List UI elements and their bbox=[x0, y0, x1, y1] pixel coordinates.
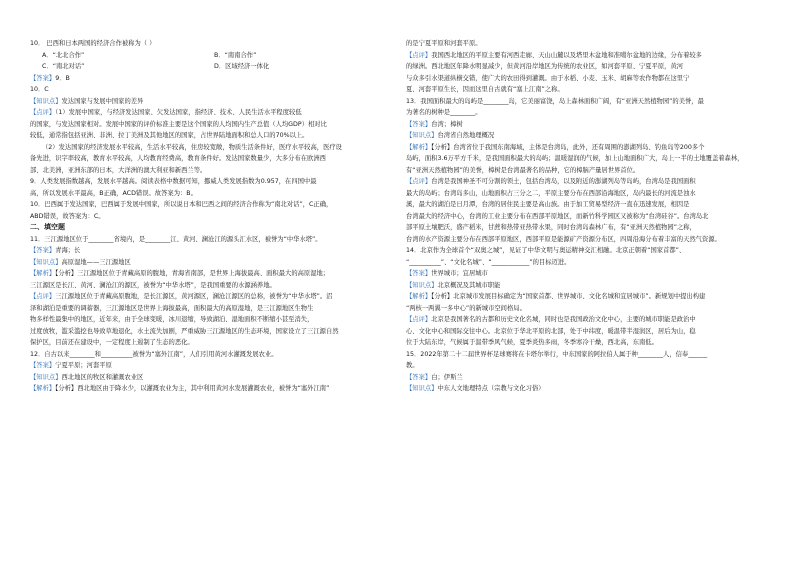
section-tag: 【答案】 bbox=[30, 74, 56, 82]
annotated-line bbox=[30, 96, 385, 108]
annotated-line bbox=[30, 268, 385, 280]
annotated-line bbox=[406, 130, 761, 142]
question-line: 10．巴西属于发达国家，巴西属于发展中国家，所以说日本和巴西之间的经济合作称为“南北对话”，C正确， bbox=[30, 201, 333, 208]
annotated-line bbox=[30, 107, 385, 119]
right-column bbox=[406, 38, 761, 395]
section-tag: 【解析】 bbox=[30, 270, 56, 277]
text-line: 夏、河套平原生长，因而这里自古就有“塞上江南”之称。 bbox=[406, 86, 564, 93]
text-line: 的是宁夏平原和河套平原。 bbox=[406, 40, 482, 47]
text-line: 最大的岛屿；台湾岛多山，山地面积占三分之二，平原主要分布在西部沿海地区，岛内最长的河流是浊水 bbox=[406, 189, 696, 197]
line-text: 台湾省自然地理概况 bbox=[437, 132, 495, 139]
section-tag: 【点评】 bbox=[406, 178, 432, 185]
text-line: 保护区，目前还在建设中，一定程度上遏制了生态的恶化。 bbox=[30, 339, 194, 346]
section-tag: 【答案】 bbox=[406, 373, 432, 381]
text-line: 过度放牧，滥采滥挖也导致草地退化，水土流失加剧，严重威胁三江源地区的生态环境，国家设立了三江源自然 bbox=[30, 327, 339, 335]
annotated-line bbox=[30, 383, 385, 395]
section-tag: 【点评】 bbox=[30, 109, 56, 116]
annotated-line bbox=[406, 383, 761, 395]
section-tag: 【解析】 bbox=[406, 293, 432, 300]
text-line: （2）发达国家的经济发展水平较高，生活水平较高，住房较宽敞，物质生活条件好，医疗水平较高，医疗设 bbox=[42, 143, 342, 151]
section-tag: 【答案】 bbox=[406, 120, 432, 128]
answer-options bbox=[30, 50, 385, 62]
text-line: 台湾最大的经济中心，台湾的工业主要分布在西部平原地区，而新竹科学园区又被称为“台湾硅谷”。台湾岛北 bbox=[406, 212, 709, 220]
annotated-line bbox=[30, 372, 385, 384]
question-line: 10． 巴西和日本两国的经济合作被称为（ ） bbox=[30, 40, 156, 47]
option-label: B．“南南合作” bbox=[214, 51, 257, 59]
question-line: 15．2022年第二十二届世界杯足球赛将在卡塔尔举行，中东国家的阿拉伯人属于种________人，信奉______ bbox=[406, 350, 708, 358]
section-tag: 【解析】 bbox=[30, 385, 56, 392]
section-heading: 二、填空题 bbox=[30, 223, 65, 231]
text-line: 高，所以发展水平最高，B正确，ACD错误。故答案为：B。 bbox=[30, 189, 197, 197]
question-line: 9．人类发展指数越高，发展水平越高。阅读表格中数据可知，挪威人类发展指数为0.957，在四国中最 bbox=[30, 178, 317, 185]
text-line: 三江源区是长江、黄河、澜沧江的源区，被誉为“中华水塔”，是我国重要的水源涵养地。 bbox=[30, 281, 276, 289]
line-text: 宁夏平原；河套平原 bbox=[55, 362, 112, 369]
annotated-line bbox=[406, 372, 761, 384]
text-line: 部平原土壤肥沃，盛产稻米，甘蔗和热带亚热带水果，同时台湾岛森林广布，有“亚洲天然植物园”之称， bbox=[406, 224, 696, 231]
text-line: 泽和湖泊是重要的调蓄器，三江源地区是世界上海拔最高，面积最大的高原湿地，是三江源地区生物生 bbox=[30, 304, 314, 312]
question-line: 10．C bbox=[30, 86, 49, 93]
text-line: 为著名的树种是________。 bbox=[406, 109, 482, 116]
section-tag: 【知识点】 bbox=[406, 385, 438, 392]
question-line: 13．我国面积最大的岛屿是________岛，它美丽富饶，岛上森林面积广阔，有“亚洲天然植物园”的美誉，最 bbox=[406, 97, 704, 105]
section-tag: 【答案】 bbox=[30, 362, 56, 369]
section-tag: 【点评】 bbox=[406, 51, 432, 59]
answer-options bbox=[30, 61, 385, 73]
section-tag: 【知识点】 bbox=[30, 258, 62, 266]
text-line: ABD错误，故答案为：C。 bbox=[30, 212, 105, 220]
annotated-line bbox=[406, 119, 761, 131]
section-tag: 【解析】 bbox=[406, 143, 432, 151]
annotated-line bbox=[30, 257, 385, 269]
annotated-line bbox=[30, 360, 385, 372]
line-text: 北京是我国著名的古都和历史文化名城，同时也是我国政治文化中心，主要的城市职能是政治中 bbox=[431, 316, 696, 323]
question-line: 12．自古以来________和__________被誉为“塞外江南”，人们引用黄河水灌溉发展农业。 bbox=[30, 350, 278, 358]
text-line: 与众多引水渠道纵横交错，使广大的农田得到灌溉。由于水稻、小麦、玉米、胡麻等农作物都在这里宁 bbox=[406, 74, 690, 82]
text-line: 岛屿，面积3.6万平方千米，是我国面积最大的岛屿；温暖湿润的气候，加上山地面积广大，岛上一半的土地覆盖着森林， bbox=[406, 155, 744, 162]
text-line: “两核一两翼一多中心”的新城市空间格局。 bbox=[406, 304, 526, 312]
section-tag: 【知识点】 bbox=[406, 132, 438, 139]
annotated-line bbox=[30, 73, 385, 85]
line-text: 青海；长 bbox=[55, 247, 81, 254]
line-text: 发达国家与发展中国家的差异 bbox=[61, 97, 144, 105]
question-line: 14．北京作为全球首个“双奥之城”，见证了中华文明与奥运精神交汇相融。北京正朝着“国家首都”、 bbox=[406, 247, 686, 254]
section-tag: 【答案】 bbox=[30, 247, 56, 254]
line-text: 高原湿地——三江源地区 bbox=[61, 258, 131, 266]
text-line: 位于大陆东岸，气候属于温带季风气候，夏季炎热多雨，冬季寒冷干燥，西北高，东南低。 bbox=[406, 339, 658, 346]
section-tag: 【知识点】 bbox=[406, 281, 438, 289]
text-line: 部、北美洲，亚洲东部的日本，大洋洲的澳大利亚和新西兰等。 bbox=[30, 166, 207, 174]
text-line: 台湾的水产资源主要分布在西部平原地区，西部平原是能源矿产资源分布区，四周沿海分布着丰富的天然气资源。 bbox=[406, 235, 721, 243]
text-line: 有“亚洲天然植物园”的美誉，樟树是台湾最著名的品种，它的樟脑产量居世界首位。 bbox=[406, 166, 640, 174]
text-line: 心、文化中心和国际交往中心。北京位于华北平原的北部，处于中纬度，暖温带半湿润区，居后为山，稳 bbox=[406, 327, 696, 335]
section-tag: 【知识点】 bbox=[30, 97, 62, 105]
text-line: 教。 bbox=[406, 362, 419, 369]
section-tag: 【知识点】 bbox=[30, 373, 62, 381]
line-text: 西北地区的牧区和灌溉农业区 bbox=[61, 373, 144, 381]
line-text: 【分析】北京城市发展目标确定为“国家首都、世界城市、文化名城和宜居城市”。新规划中提出构建 bbox=[431, 293, 706, 300]
text-line: “__________”、“文化名城”、“____________”的目标迈进。 bbox=[406, 258, 571, 266]
line-text: 【分析】三江源地区位于青藏高原的腹地，青海省南部，是世界上海拔最高、面积最大的高原湿地； bbox=[55, 270, 330, 277]
text-line: 溪，最大的湖泊是日月潭，台湾的居住民主要是高山族。由于加工贸易型经济一直在迅速发展，相因是 bbox=[406, 201, 690, 208]
annotated-line bbox=[406, 142, 761, 154]
annotated-line bbox=[30, 245, 385, 257]
left-column bbox=[30, 38, 385, 395]
line-text: 台湾是我国神圣不可分割的领土，包括台湾岛，以及附近的澎湖列岛等岛屿，台湾岛是我国面积 bbox=[431, 178, 696, 185]
annotated-line bbox=[406, 50, 761, 62]
text-line: 物多样性最集中的地区，近年来，由于全球变暖，冰川退缩，导致湖泊、湿地面积不断缩小甚至消失， bbox=[30, 316, 314, 323]
section-tag: 【答案】 bbox=[406, 270, 432, 277]
line-text: 【分析】台湾省位于我国东南海域，主体是台湾岛，此外，还有周围的澎湖列岛、钓鱼岛等200多个 bbox=[431, 143, 705, 151]
text-line: 的绿洲。西北地区年降水明显减少，但黄河沿岸地区为传统的农业区，如河套平原、宁夏平原，黄河 bbox=[406, 63, 684, 70]
text-line: 较低，通常指包括亚洲、非洲、拉丁美洲及其他地区的国家，占世界陆地面积和总人口的70%以上。 bbox=[30, 132, 309, 139]
annotated-line bbox=[406, 314, 761, 326]
line-text: 三江源地区位于青藏高原腹地，是长江源区，黄河源区，澜沧江源区的总称，被誉为“中华水塔”。沼 bbox=[55, 293, 333, 300]
line-text: 台湾；樟树 bbox=[431, 120, 463, 128]
question-line: 11．三江源地区位于________省境内，是________江、黄河、澜沧江的源头汇水区，被誉为“中华水塔”。 bbox=[30, 235, 322, 243]
text-line: 备先进，识字率较高，教育水平较高，人均教育经费高，教育条件好。发达国家数量少，大多分布在欧洲西 bbox=[30, 155, 326, 162]
section-tag: 【点评】 bbox=[30, 293, 56, 300]
line-text: （1）发展中国家，与经济发达国家、欠发达国家，指经济、技术、人民生活水平程度较低 bbox=[55, 109, 302, 116]
annotated-line bbox=[406, 291, 761, 303]
line-text: 【分析】西北地区由于降水少，以灌溉农业为主，其中利用黄河水发展灌溉农业，被誉为“塞外江南” bbox=[55, 385, 330, 392]
annotated-line bbox=[406, 176, 761, 188]
line-text: 9．B bbox=[55, 74, 70, 82]
section-tag: 【点评】 bbox=[406, 316, 432, 323]
option-label: D．区域经济一体化 bbox=[214, 63, 270, 70]
line-text: 中东人文地理特点（宗教与文化习俗） bbox=[437, 385, 545, 392]
line-text: 我国西北地区的平原主要有河西走廊、天山山麓以及塔里木盆地和准噶尔盆地的边缘，分布着较多 bbox=[431, 51, 702, 59]
text-line: 的国家，与发达国家相对。发展中国家的评价标准主要是这个国家的人均国内生产总值（人均GDP）相对比 bbox=[30, 120, 327, 128]
annotated-line bbox=[406, 268, 761, 280]
line-text: 白；伊斯兰 bbox=[431, 373, 463, 381]
line-text: 北京概况及其城市职能 bbox=[437, 281, 501, 289]
line-text: 世界城市；宜居城市 bbox=[431, 270, 488, 277]
annotated-line bbox=[406, 280, 761, 292]
annotated-line bbox=[30, 291, 385, 303]
option-label: C．“南北对话” bbox=[42, 63, 85, 70]
option-label: A．“北北合作” bbox=[42, 51, 85, 59]
